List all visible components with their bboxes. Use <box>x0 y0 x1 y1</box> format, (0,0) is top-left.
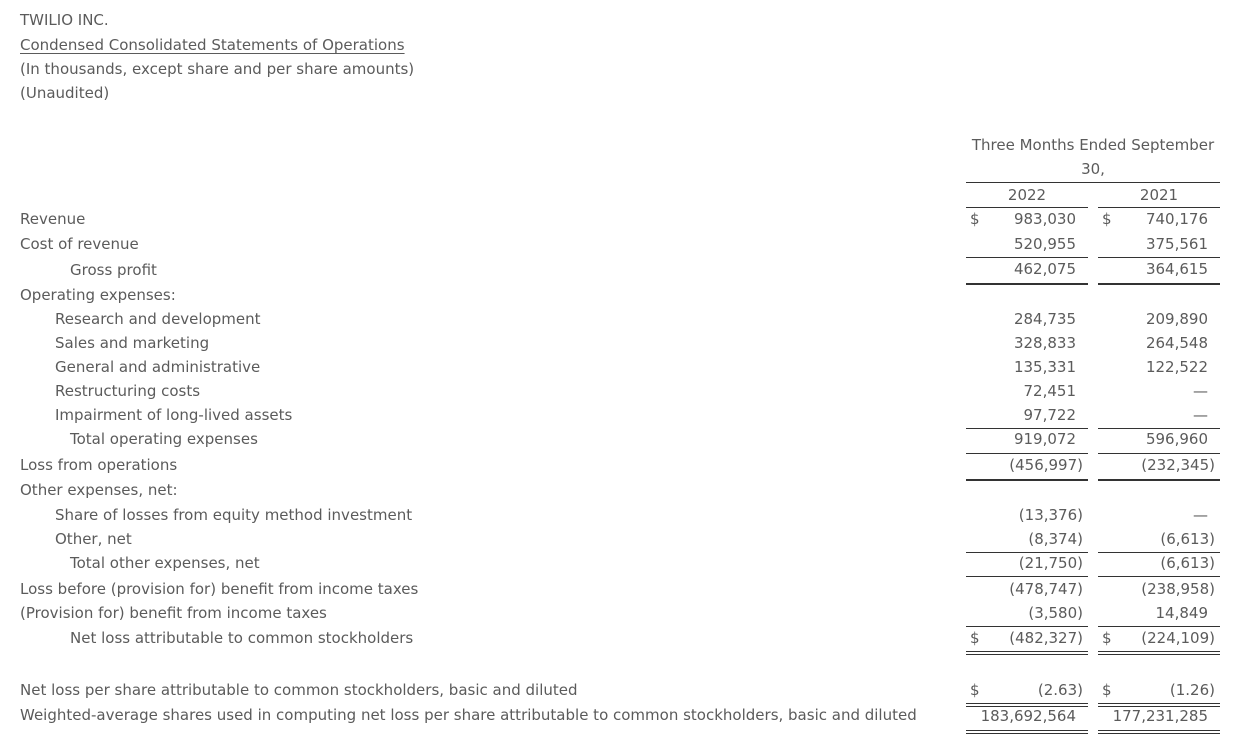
value-2021: (224,109) <box>1141 629 1215 647</box>
value-2021: — <box>1193 406 1208 424</box>
row-label-operating-expenses: Operating expenses: <box>20 286 176 304</box>
value-2022: 135,331 <box>1013 358 1076 376</box>
value-2021: 364,615 <box>1145 260 1208 278</box>
value-2022: (3,580) <box>1028 604 1083 622</box>
statement-title: Condensed Consolidated Statements of Operations <box>20 36 405 54</box>
grand-total-rule <box>966 730 1088 734</box>
value-2021: 375,561 <box>1145 235 1208 253</box>
value-2022: 328,833 <box>1013 334 1076 352</box>
year-2022-rule <box>966 207 1088 208</box>
row-label-other-net: Other, net <box>55 530 132 548</box>
value-2022: (482,327) <box>1009 629 1083 647</box>
value-2022: 284,735 <box>1013 310 1076 328</box>
row-label-revenue: Revenue <box>20 210 86 228</box>
currency-2022: $ <box>970 681 980 699</box>
value-2021: (232,345) <box>1141 456 1215 474</box>
grand-total-rule <box>1098 651 1220 655</box>
value-2022: 183,692,564 <box>980 707 1076 725</box>
value-2021: (1.26) <box>1169 681 1215 699</box>
value-2021: 740,176 <box>1145 210 1208 228</box>
row-label-share-of-losses: Share of losses from equity method investment <box>55 506 413 524</box>
subtotal-rule <box>966 626 1088 627</box>
value-2021: (6,613) <box>1160 530 1215 548</box>
company-name: TWILIO INC. <box>20 11 109 29</box>
row-label-total-operating-expenses: Total operating expenses <box>70 430 258 448</box>
year-2022-header: 2022 <box>1007 186 1047 204</box>
subtotal-rule <box>1098 453 1220 454</box>
total-rule <box>1098 479 1220 481</box>
currency-2022: $ <box>970 210 980 228</box>
value-2021: — <box>1193 382 1208 400</box>
row-label-net-loss-per-share: Net loss per share attributable to common stockholders, basic and diluted <box>20 681 578 699</box>
value-2022: (2.63) <box>1037 681 1083 699</box>
value-2022: 520,955 <box>1013 235 1076 253</box>
row-label-provision-for-taxes: (Provision for) benefit from income taxes <box>20 604 327 622</box>
year-2021-header: 2021 <box>1139 186 1179 204</box>
value-2022: (456,997) <box>1009 456 1083 474</box>
currency-2022: $ <box>970 629 980 647</box>
subtotal-rule <box>966 552 1088 553</box>
row-label-cost-of-revenue: Cost of revenue <box>20 235 139 253</box>
value-2022: (13,376) <box>1018 506 1083 524</box>
total-rule <box>966 283 1088 285</box>
value-2022: 919,072 <box>1013 430 1076 448</box>
row-label-research-and-development: Research and development <box>55 310 261 328</box>
value-2021: 209,890 <box>1145 310 1208 328</box>
value-2021: 14,849 <box>1155 604 1208 622</box>
subtotal-rule <box>1098 552 1220 553</box>
value-2022: (8,374) <box>1028 530 1083 548</box>
grand-total-rule <box>966 651 1088 655</box>
period-header-rule <box>966 182 1220 183</box>
subtotal-rule <box>966 576 1088 577</box>
value-2022: (478,747) <box>1009 580 1083 598</box>
subtotal-rule <box>966 453 1088 454</box>
value-2021: 596,960 <box>1145 430 1208 448</box>
subtotal-rule <box>1098 428 1220 429</box>
value-2022: (21,750) <box>1018 554 1083 572</box>
value-2021: (6,613) <box>1160 554 1215 572</box>
currency-2021: $ <box>1102 210 1112 228</box>
value-2021: 177,231,285 <box>1112 707 1208 725</box>
subtotal-rule <box>966 428 1088 429</box>
row-label-other-expenses: Other expenses, net: <box>20 481 178 499</box>
subtotal-rule <box>966 257 1088 258</box>
row-label-loss-from-operations: Loss from operations <box>20 456 178 474</box>
period-header-line2: 30, <box>1081 160 1105 178</box>
value-2021: (238,958) <box>1141 580 1215 598</box>
row-label-weighted-average-shares: Weighted-average shares used in computing net loss per share attributable to common stockholders, basic and diluted <box>20 706 917 724</box>
value-2022: 462,075 <box>1013 260 1076 278</box>
currency-2021: $ <box>1102 681 1112 699</box>
row-label-restructuring-costs: Restructuring costs <box>55 382 201 400</box>
value-2022: 72,451 <box>1023 382 1076 400</box>
subtotal-rule <box>1098 626 1220 627</box>
row-label-sales-and-marketing: Sales and marketing <box>55 334 210 352</box>
total-rule <box>1098 283 1220 285</box>
row-label-general-and-administrative: General and administrative <box>55 358 261 376</box>
period-header-line1: Three Months Ended September <box>971 136 1215 154</box>
row-label-impairment: Impairment of long-lived assets <box>55 406 293 424</box>
subtotal-rule <box>1098 576 1220 577</box>
total-rule <box>966 479 1088 481</box>
units-note: (In thousands, except share and per share amounts) <box>20 60 415 78</box>
value-2021: 264,548 <box>1145 334 1208 352</box>
audit-status: (Unaudited) <box>20 84 110 102</box>
currency-2021: $ <box>1102 629 1112 647</box>
subtotal-rule <box>1098 257 1220 258</box>
value-2021: — <box>1193 506 1208 524</box>
row-label-total-other-expenses: Total other expenses, net <box>70 554 260 572</box>
row-label-gross-profit: Gross profit <box>70 261 157 279</box>
value-2022: 983,030 <box>1013 210 1076 228</box>
grand-total-rule <box>1098 730 1220 734</box>
year-2021-rule <box>1098 207 1220 208</box>
value-2022: 97,722 <box>1023 406 1076 424</box>
row-label-net-loss: Net loss attributable to common stockholders <box>70 629 414 647</box>
value-2021: 122,522 <box>1145 358 1208 376</box>
row-label-loss-before-taxes: Loss before (provision for) benefit from income taxes <box>20 580 419 598</box>
